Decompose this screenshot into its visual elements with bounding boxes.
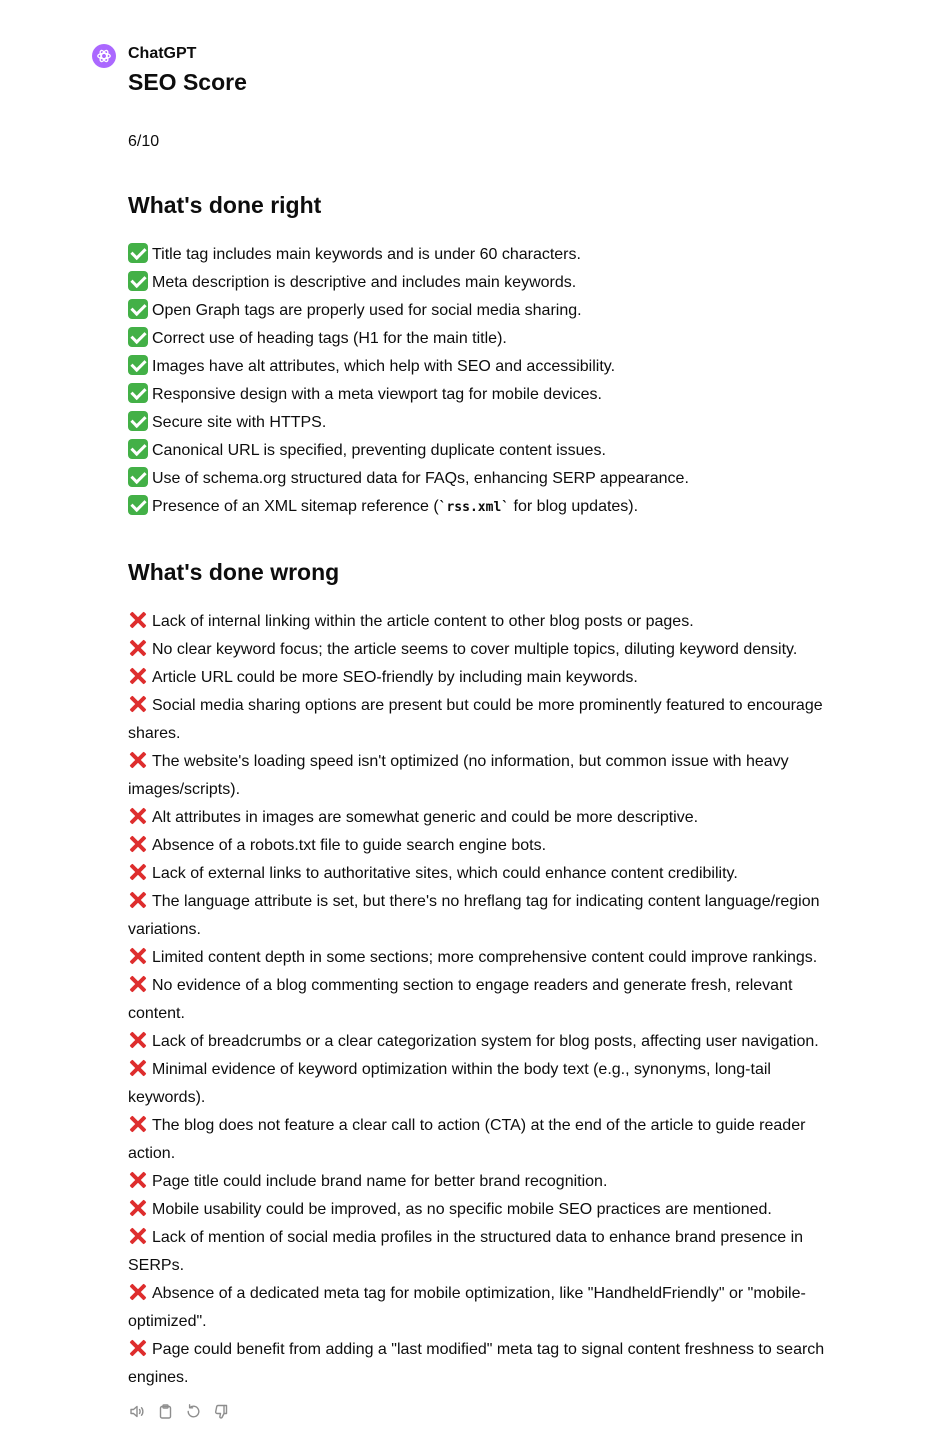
list-item-text: Lack of external links to authoritative sites, which could enhance content credibility.: [152, 865, 738, 882]
cross-mark-icon: [128, 610, 148, 630]
list-item: [128, 944, 828, 972]
cross-mark-icon: [128, 1030, 148, 1050]
list-item-text: The language attribute is set, but there's no hreflang tag for indicating content language/region variations.: [128, 893, 820, 938]
cross-mark-icon: [128, 750, 148, 770]
list-item: [128, 1168, 828, 1196]
list-item: [128, 1224, 828, 1280]
list-item: [128, 860, 828, 888]
cross-mark-icon: [128, 1338, 148, 1358]
list-item: [128, 409, 828, 437]
list-item-text: Open Graph tags are properly used for social media sharing.: [152, 302, 582, 319]
check-mark-icon: [128, 439, 148, 459]
list-item: [128, 269, 828, 297]
cross-mark-icon: [128, 1198, 148, 1218]
cross-mark-icon: [128, 666, 148, 686]
list-item-text: Title tag includes main keywords and is under 60 characters.: [152, 246, 581, 263]
check-mark-icon: [128, 495, 148, 515]
check-mark-icon: [128, 299, 148, 319]
list-item-text: Lack of mention of social media profiles in the structured data to enhance brand presence in SERPs.: [128, 1229, 804, 1274]
check-mark-icon: [128, 383, 148, 403]
check-mark-icon: [128, 271, 148, 291]
list-item: [128, 692, 828, 748]
message-actions: [128, 1402, 231, 1421]
thumbs-down-icon: [213, 1403, 230, 1420]
list-item-text: Lack of breadcrumbs or a clear categorization system for blog posts, affecting user navigation.: [152, 1033, 819, 1050]
cross-mark-icon: [128, 946, 148, 966]
list-item-text: Article URL could be more SEO-friendly by including main keywords.: [152, 669, 638, 686]
check-mark-icon: [128, 467, 148, 487]
list-item-text: No evidence of a blog commenting section to engage readers and generate fresh, relevant content.: [128, 977, 793, 1022]
list-item: [128, 608, 828, 636]
list-item: [128, 465, 828, 493]
list-item-text: Presence of an XML sitemap reference (: [152, 498, 439, 515]
seo-score-value: 6/10: [128, 133, 160, 150]
list-item-text-after: for blog updates).: [509, 498, 639, 515]
done-right-list: [128, 241, 828, 522]
cross-mark-icon: [128, 974, 148, 994]
list-item-text: Alt attributes in images are somewhat generic and could be more descriptive.: [152, 809, 699, 826]
message-content: [128, 42, 828, 1392]
regenerate-icon: [185, 1403, 202, 1420]
section-heading-right: What's done right: [128, 192, 322, 218]
list-item-text: Use of schema.org structured data for FAQs, enhancing SERP appearance.: [152, 470, 689, 487]
list-item-text: Page could benefit from adding a "last modified" meta tag to signal content freshness to search engines.: [128, 1341, 825, 1386]
list-item: [128, 1112, 828, 1168]
regenerate-button[interactable]: [184, 1402, 203, 1421]
list-item-text: Absence of a robots.txt file to guide search engine bots.: [152, 837, 547, 854]
cross-mark-icon: [128, 1058, 148, 1078]
list-item: [128, 664, 828, 692]
list-item-text: Images have alt attributes, which help with SEO and accessibility.: [152, 358, 616, 375]
list-item: [128, 297, 828, 325]
done-wrong-list: [128, 608, 828, 1392]
check-mark-icon: [128, 355, 148, 375]
list-item-text: Responsive design with a meta viewport tag for mobile devices.: [152, 386, 602, 403]
read-aloud-icon: [129, 1403, 146, 1420]
list-item: [128, 493, 828, 522]
list-item: [128, 832, 828, 860]
list-item-text: Social media sharing options are present but could be more prominently featured to encourage shares.: [128, 697, 823, 742]
list-item: [128, 241, 828, 269]
list-item-text: Secure site with HTTPS.: [152, 414, 327, 431]
list-item-text: The blog does not feature a clear call to action (CTA) at the end of the article to guide reader action.: [128, 1117, 806, 1162]
list-item: [128, 888, 828, 944]
list-item-text: Canonical URL is specified, preventing duplicate content issues.: [152, 442, 606, 459]
list-item: [128, 804, 828, 832]
thumbs-down-button[interactable]: [212, 1402, 231, 1421]
list-item: [128, 381, 828, 409]
list-item-text: Correct use of heading tags (H1 for the main title).: [152, 330, 507, 347]
list-item-text: No clear keyword focus; the article seems to cover multiple topics, diluting keyword density.: [152, 641, 798, 658]
openai-logo-icon: [96, 48, 112, 64]
list-item-text: Page title could include brand name for better brand recognition.: [152, 1173, 608, 1190]
cross-mark-icon: [128, 1226, 148, 1246]
list-item: [128, 353, 828, 381]
cross-mark-icon: [128, 862, 148, 882]
list-item-text: Meta description is descriptive and includes main keywords.: [152, 274, 577, 291]
section-heading-wrong: What's done wrong: [128, 559, 340, 585]
check-mark-icon: [128, 411, 148, 431]
list-item: [128, 748, 828, 804]
list-item: [128, 325, 828, 353]
cross-mark-icon: [128, 834, 148, 854]
list-item: [128, 1280, 828, 1336]
list-item: [128, 1196, 828, 1224]
copy-button[interactable]: [156, 1402, 175, 1421]
list-item: [128, 1056, 828, 1112]
list-item-text: Limited content depth in some sections; more comprehensive content could improve rankings.: [152, 949, 818, 966]
cross-mark-icon: [128, 694, 148, 714]
list-item-text: Lack of internal linking within the article content to other blog posts or pages.: [152, 613, 694, 630]
check-mark-icon: [128, 243, 148, 263]
list-item-text: Absence of a dedicated meta tag for mobile optimization, like "HandheldFriendly" or "mobile-optimized".: [128, 1285, 806, 1330]
copy-icon: [157, 1403, 174, 1420]
check-mark-icon: [128, 327, 148, 347]
inline-code: `rss.xml`: [438, 500, 510, 515]
list-item-text: Minimal evidence of keyword optimization within the body text (e.g., synonyms, long-tail keywords).: [128, 1061, 771, 1106]
list-item: [128, 1336, 828, 1392]
read-aloud-button[interactable]: [128, 1402, 147, 1421]
list-item: [128, 437, 828, 465]
cross-mark-icon: [128, 1282, 148, 1302]
cross-mark-icon: [128, 806, 148, 826]
list-item: [128, 1028, 828, 1056]
chatgpt-avatar: [92, 44, 116, 68]
list-item: [128, 636, 828, 664]
cross-mark-icon: [128, 1170, 148, 1190]
cross-mark-icon: [128, 1114, 148, 1134]
author-name: ChatGPT: [128, 45, 197, 62]
list-item: [128, 972, 828, 1028]
list-item-text: Mobile usability could be improved, as no specific mobile SEO practices are mentioned.: [152, 1201, 772, 1218]
list-item-text: The website's loading speed isn't optimized (no information, but common issue with heavy images/scripts).: [128, 753, 789, 798]
page-title: SEO Score: [128, 69, 247, 95]
cross-mark-icon: [128, 638, 148, 658]
cross-mark-icon: [128, 890, 148, 910]
